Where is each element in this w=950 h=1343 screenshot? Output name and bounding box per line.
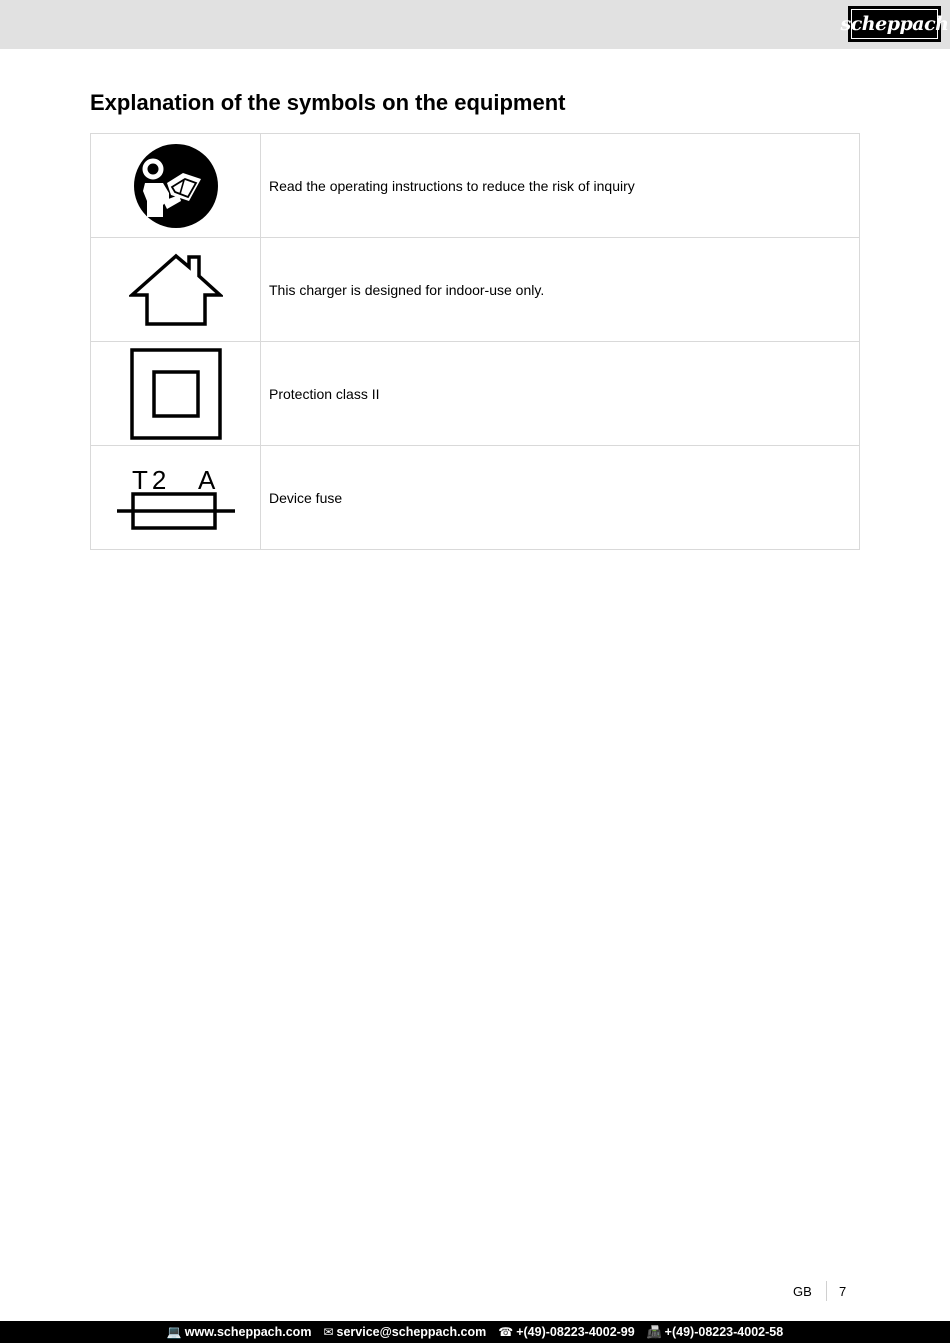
fuse-unit-label: A bbox=[197, 464, 215, 495]
protection-class-2-icon bbox=[130, 348, 222, 440]
header-band bbox=[0, 0, 950, 49]
page-footer bbox=[0, 1281, 950, 1301]
email-contact bbox=[323, 1325, 486, 1339]
fax-contact bbox=[647, 1325, 783, 1339]
table-row bbox=[91, 446, 860, 550]
symbol-description: Protection class II bbox=[261, 342, 860, 446]
fuse-icon bbox=[116, 465, 236, 531]
footer-divider bbox=[826, 1281, 827, 1301]
fax-icon: 📠 bbox=[646, 1325, 662, 1339]
symbol-cell bbox=[91, 238, 261, 342]
logo-text: scheppach bbox=[851, 9, 938, 39]
symbol-cell bbox=[91, 134, 261, 238]
phone-contact bbox=[498, 1325, 634, 1339]
table-row bbox=[91, 238, 860, 342]
website-link[interactable]: www.scheppach.com bbox=[184, 1325, 312, 1339]
envelope-icon: ✉ bbox=[323, 1325, 334, 1339]
symbols-table bbox=[90, 133, 860, 550]
email-link[interactable]: service@scheppach.com bbox=[336, 1325, 487, 1339]
page-number: 7 bbox=[839, 1284, 847, 1299]
symbol-cell bbox=[91, 342, 261, 446]
scheppach-logo bbox=[840, 6, 949, 42]
symbol-description: Device fuse bbox=[261, 446, 860, 550]
telephone-icon: ☎ bbox=[498, 1325, 514, 1339]
fax-number: +(49)-08223-4002-58 bbox=[664, 1325, 784, 1339]
table-row bbox=[91, 134, 860, 238]
symbol-description: Read the operating instructions to reduce the risk of inquiry bbox=[261, 134, 860, 238]
contact-bar bbox=[0, 1321, 950, 1343]
symbol-cell bbox=[91, 446, 261, 550]
read-manual-icon bbox=[133, 143, 219, 229]
fuse-rating-label: T2 bbox=[131, 464, 170, 495]
website-contact bbox=[167, 1325, 312, 1339]
indoor-house-icon bbox=[129, 253, 223, 327]
symbol-description: This charger is designed for indoor-use only. bbox=[261, 238, 860, 342]
phone-number: +(49)-08223-4002-99 bbox=[516, 1325, 635, 1339]
computer-icon: 💻 bbox=[166, 1325, 182, 1339]
page-title: Explanation of the symbols on the equipment bbox=[90, 90, 566, 115]
table-row bbox=[91, 342, 860, 446]
language-code: GB bbox=[793, 1284, 812, 1299]
